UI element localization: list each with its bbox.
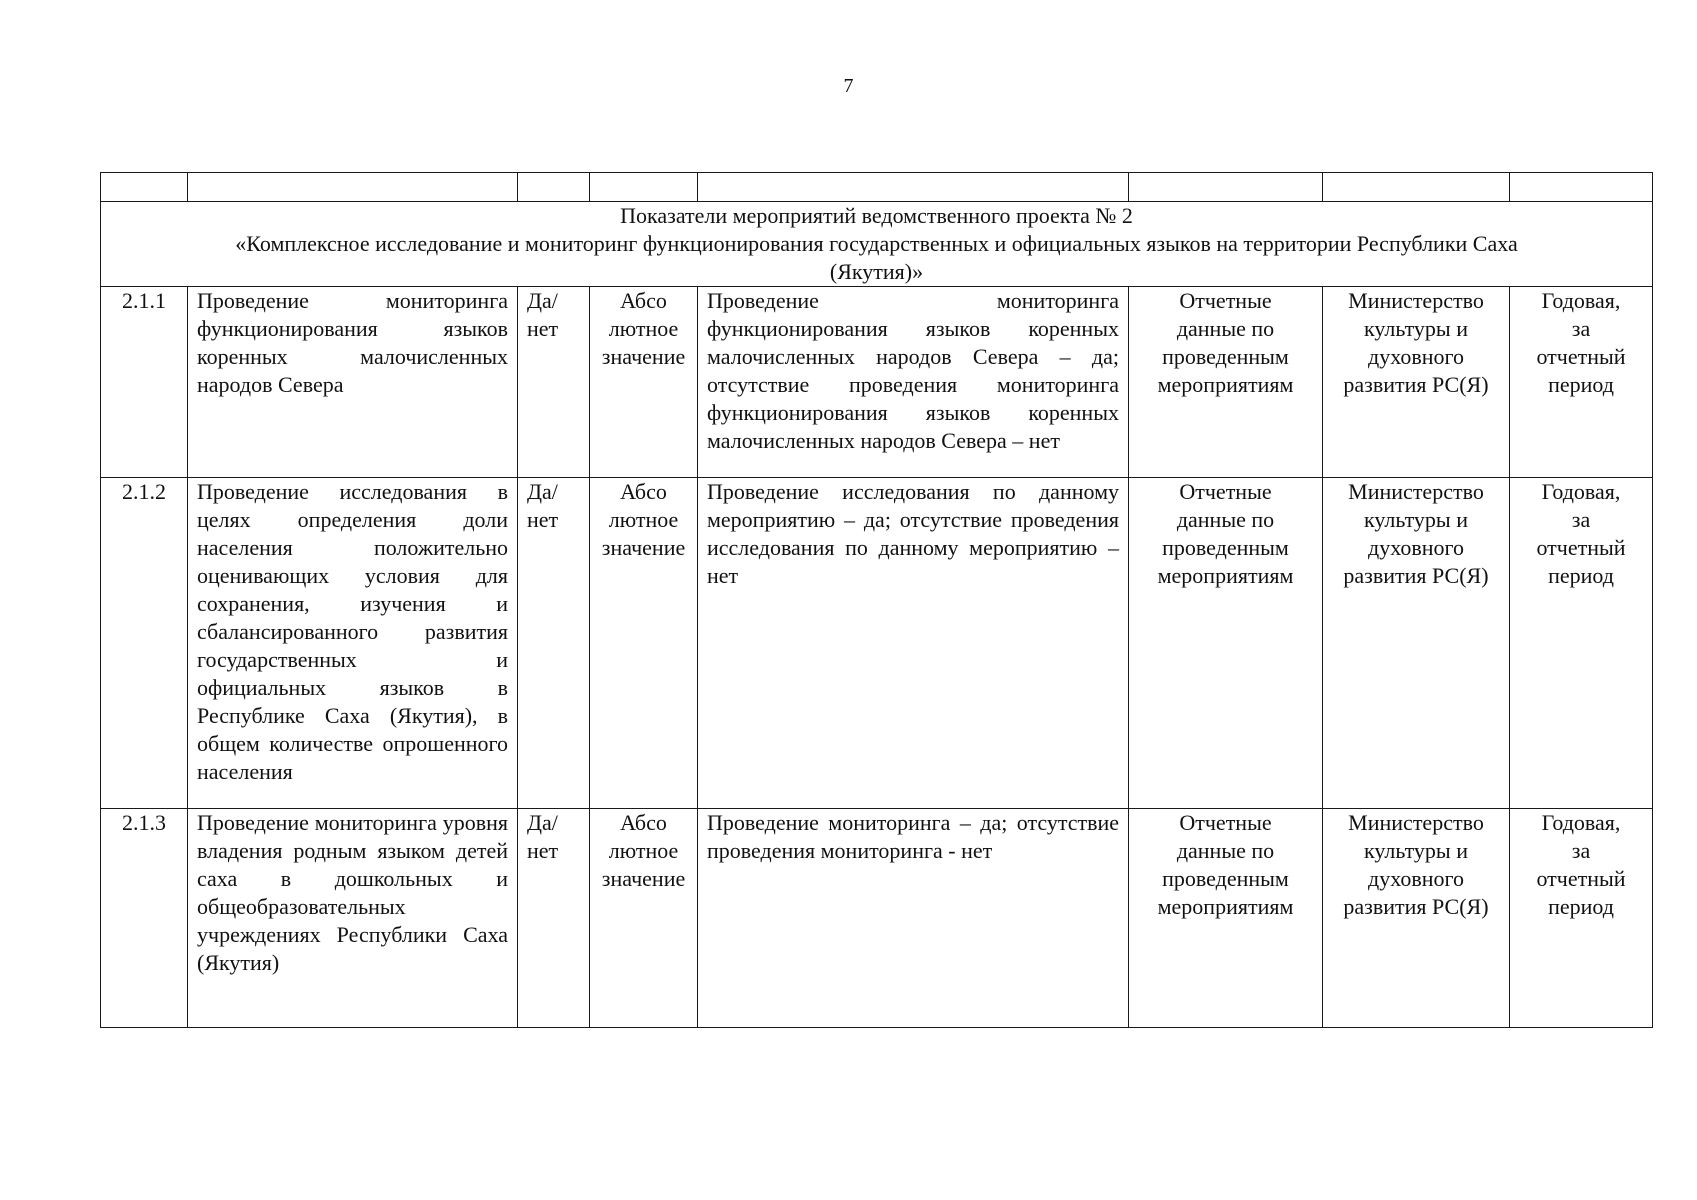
table-cell [698, 173, 1129, 202]
indicator-period: Годовая, за отчетный период [1510, 809, 1653, 1028]
indicator-name: Проведение мониторинга уровня владения родным языком детей саха в дошкольных и общеобразовательных учреждениях Республики Саха (Якутия) [188, 809, 518, 1028]
table-row [101, 809, 1653, 1028]
indicator-responsible: Министерство культуры и духовного развития РС(Я) [1323, 478, 1510, 809]
indicator-type: Абсо лютное значение [590, 478, 698, 809]
indicator-method: Проведение мониторинга – да; отсутствие проведения мониторинга - нет [698, 809, 1129, 1028]
table-cell [1323, 173, 1510, 202]
indicator-unit: Да/нет [518, 478, 590, 809]
table-row [101, 478, 1653, 809]
section-title-line-1: Показатели мероприятий ведомственного проекта № 2 [620, 203, 1133, 228]
table-row [101, 287, 1653, 478]
section-title-line-2: «Комплексное исследование и мониторинг функционирования государственных и официальных языков на территории Республики Саха [235, 231, 1518, 256]
table-header-row-empty [101, 173, 1653, 202]
indicator-responsible: Министерство культуры и духовного развития РС(Я) [1323, 809, 1510, 1028]
indicator-number: 2.1.2 [101, 478, 188, 809]
section-title [101, 202, 1653, 287]
indicator-source: Отчетные данные по проведенным мероприятиям [1129, 287, 1323, 478]
indicator-period: Годовая, за отчетный период [1510, 478, 1653, 809]
section-title-line-3: (Якутия)» [829, 259, 924, 284]
indicators-table [100, 172, 1653, 1028]
page-number: 7 [843, 75, 854, 97]
indicator-name: Проведение исследования в целях определения доли населения положительно оценивающих условия для сохранения, изучения и сбалансированного развития государственных и официальных языков в Республике Саха (Якутия), в общем количестве опрошенного населения [188, 478, 518, 809]
table-cell [518, 173, 590, 202]
indicator-number: 2.1.3 [101, 809, 188, 1028]
table-cell [188, 173, 518, 202]
indicator-responsible: Министерство культуры и духовного развития РС(Я) [1323, 287, 1510, 478]
table-cell [101, 173, 188, 202]
table-cell [1129, 173, 1323, 202]
table-cell [1510, 173, 1653, 202]
table-cell [590, 173, 698, 202]
indicator-name: Проведение мониторинга функционирования языков коренных малочисленных народов Севера [188, 287, 518, 478]
indicator-number: 2.1.1 [101, 287, 188, 478]
indicator-method: Проведение мониторинга функционирования языков коренных малочисленных народов Севера – да; отсутствие проведения мониторинга функционирования языков коренных малочисленных народов Севера – нет [698, 287, 1129, 478]
section-title-row [101, 202, 1653, 287]
indicator-unit: Да/нет [518, 809, 590, 1028]
indicator-method: Проведение исследования по данному мероприятию – да; отсутствие проведения исследования по данному мероприятию – нет [698, 478, 1129, 809]
indicator-type: Абсо лютное значение [590, 287, 698, 478]
indicator-period: Годовая, за отчетный период [1510, 287, 1653, 478]
indicator-source: Отчетные данные по проведенным мероприятиям [1129, 478, 1323, 809]
indicator-type: Абсо лютное значение [590, 809, 698, 1028]
indicator-source: Отчетные данные по проведенным мероприятиям [1129, 809, 1323, 1028]
indicator-unit: Да/нет [518, 287, 590, 478]
